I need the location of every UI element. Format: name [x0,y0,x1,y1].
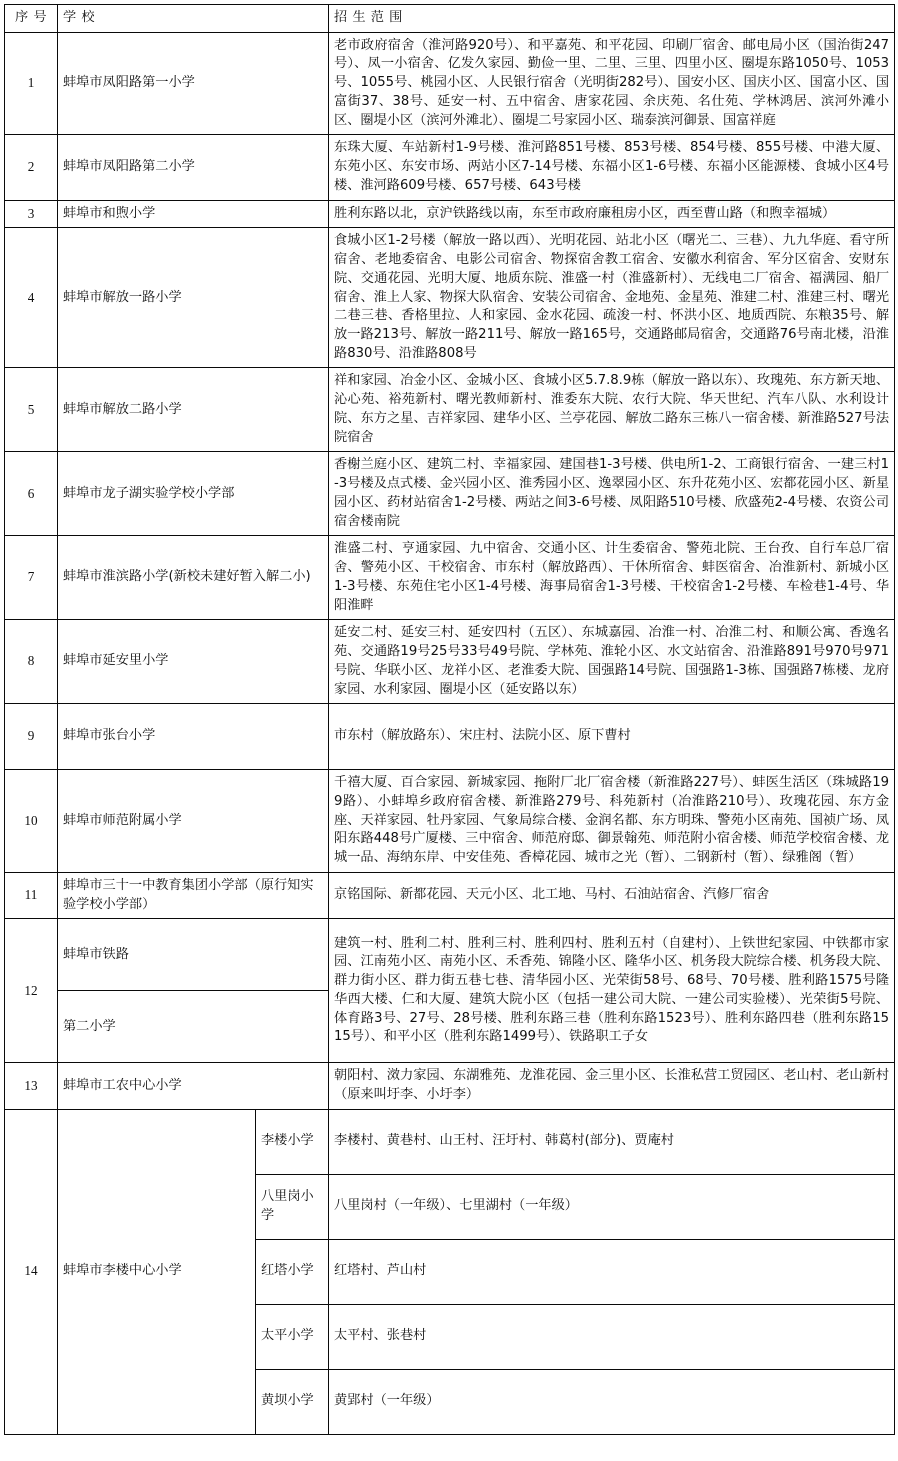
row-index: 5 [5,368,58,452]
school-name: 蚌埠市解放一路小学 [58,228,329,368]
row-index: 14 [5,1109,58,1434]
enrollment-range: 红塔村、芦山村 [329,1239,895,1304]
school-name: 蚌埠市李楼中心小学 [58,1109,256,1434]
school-name: 蚌埠市张台小学 [58,704,329,770]
table-row [5,200,895,228]
school-name: 蚌埠市三十一中教育集团小学部（原行知实验学校小学部） [58,872,329,918]
row-index: 8 [5,620,58,704]
enrollment-range: 东珠大厦、车站新村1-9号楼、淮河路851号楼、853号楼、854号楼、855号楼、中港大厦、东苑小区、东安市场、两站小区7-14号楼、东福小区1-6号楼、东福小区能源楼、食城小区4号楼、淮河路609号楼、657号楼、643号楼 [329,135,895,200]
row-index: 3 [5,200,58,228]
sub-school-name: 太平小学 [256,1304,329,1369]
row-index: 6 [5,452,58,536]
row-index: 11 [5,872,58,918]
enrollment-range: 建筑一村、胜利二村、胜利三村、胜利四村、胜利五村（自建村）、上铁世纪家园、中铁都市家园、江南苑小区、南苑小区、禾香苑、锦隆小区、隆华小区、机务段大院综合楼、机务段大院、群力街小区、群力街五巷七巷、清华园小区、光荣街58号、68号、70号楼、胜利路1575号隆华西大楼、仁和大厦、建筑大院小区（包括一建公司大院、一建公司实验楼）、光荣街5号院、体育路3号、27号、28号楼、胜利东路三巷（胜利东路1523号）、胜利东路四巷（胜利东路1515号）、和平小区（胜利东路1499号）、铁路职工子女 [329,919,895,1063]
row-index: 7 [5,536,58,620]
table-row [5,32,895,135]
row-index: 9 [5,704,58,770]
school-name: 蚌埠市工农中心小学 [58,1063,329,1109]
enrollment-range: 太平村、张巷村 [329,1304,895,1369]
enrollment-range: 老市政府宿舍（淮河路920号）、和平嘉苑、和平花园、印刷厂宿舍、邮电局小区（国治街247号）、凤一小宿舍、亿发久家园、勤俭一里、二里、三里、四里小区、圈堤东路1050号、1053号、1055号、桃园小区、人民银行宿舍（光明街282号）、国安小区、国庆小区、国富小区、国富街37、38号、延安一村、五中宿舍、唐家花园、余庆苑、名仕苑、学林鸿居、滨河外滩小区、圈堤小区（滨河外滩北）、圈堤二号家园小区、瑞泰滨河御景、国富祥庭 [329,32,895,135]
column-header-range: 招 生 范 围 [329,5,895,33]
table-row [5,135,895,200]
enrollment-range: 胜利东路以北，京沪铁路线以南，东至市政府廉租房小区，西至曹山路（和煦幸福城） [329,200,895,228]
enrollment-range: 八里岗村（一年级）、七里湖村（一年级） [329,1174,895,1239]
column-header-school: 学 校 [58,5,329,33]
table-row [5,872,895,918]
enrollment-range: 延安二村、延安三村、延安四村（五区）、东城嘉园、冶淮一村、冶淮二村、和顺公寓、香逸名苑、交通路19号25号33号49号院、学林苑、淮轮小区、水文站宿舍、沿淮路891号970号971号院、华联小区、龙祥小区、老淮委大院、国强路14号院、国强路1-3栋、国强路7栋楼、龙府家园、水利家园、圈堤小区（延安路以东） [329,620,895,704]
enrollment-range: 黄郢村（一年级） [329,1369,895,1434]
table-row [5,536,895,620]
table-row [5,368,895,452]
table-row [5,1063,895,1109]
table-body [5,32,895,1434]
enrollment-range: 香榭兰庭小区、建筑二村、幸福家园、建国巷1-3号楼、供电所1-2、工商银行宿舍、一建三村1-3号楼及点式楼、金兴园小区、淮秀园小区、逸翠园小区、东升花苑小区、宏都花园小区、新星园小区、药材站宿舍1-2号楼、两站之间3-6号楼、凤阳路510号楼、欣盛苑2-4号楼、农资公司宿舍楼南院 [329,452,895,536]
table-row [5,919,895,991]
sub-school-name: 红塔小学 [256,1239,329,1304]
school-name-line-1: 蚌埠市铁路 [58,919,329,991]
enrollment-range: 千禧大厦、百合家园、新城家园、拖附厂北厂宿舍楼（新淮路227号）、蚌医生活区（珠城路199路）、小蚌埠乡政府宿舍楼、新淮路279号、科苑新村（冶淮路210号）、玫瑰花园、东方金座、天祥家园、牡丹家园、气象局综合楼、金润名都、东方明珠、警苑小区南苑、国祯广场、凤阳东路448号广厦楼、三中宿舍、师范府邸、御景翰苑、师范附小宿舍楼、师范学校宿舍楼、龙城一品、海纳东岸、中安佳苑、香樟花园、城市之光（暂）、二钢新村（暂）、绿雅阁（暂） [329,770,895,873]
table-header [5,5,895,33]
school-name: 蚌埠市龙子湖实验学校小学部 [58,452,329,536]
row-index: 13 [5,1063,58,1109]
sub-school-name: 李楼小学 [256,1109,329,1174]
row-index: 4 [5,228,58,368]
school-name: 蚌埠市和煦小学 [58,200,329,228]
table-row [5,452,895,536]
school-name: 蚌埠市淮滨路小学(新校未建好暂入解二小) [58,536,329,620]
school-name: 蚌埠市凤阳路第二小学 [58,135,329,200]
enrollment-range: 朝阳村、滧力家园、东湖雅苑、龙淮花园、金三里小区、长淮私营工贸园区、老山村、老山新村（原来叫圩李、小圩李） [329,1063,895,1109]
enrollment-range: 市东村（解放路东）、宋庄村、法院小区、原下曹村 [329,704,895,770]
table-row [5,1109,895,1174]
enrollment-range: 祥和家园、冶金小区、金城小区、食城小区5.7.8.9栋（解放一路以东）、玫瑰苑、东方新天地、沁心苑、裕苑新村、曙光教师新村、淮委东大院、农行大院、华天世纪、汽车八队、水利设计院、东方之星、吉祥家园、建华小区、兰亭花园、解放二路东三栋八一宿舍楼、新淮路527号法院宿舍 [329,368,895,452]
table-row [5,704,895,770]
enrollment-range-table [4,4,895,1435]
table-row [5,228,895,368]
row-index: 10 [5,770,58,873]
enrollment-range: 京铭国际、新都花园、天元小区、北工地、马村、石油站宿舍、汽修厂宿舍 [329,872,895,918]
school-name: 蚌埠市凤阳路第一小学 [58,32,329,135]
sub-school-name: 黄坝小学 [256,1369,329,1434]
enrollment-range: 食城小区1-2号楼（解放一路以西）、光明花园、站北小区（曙光二、三巷）、九九华庭、看守所宿舍、老地委宿舍、电影公司宿舍、物探宿舍教工宿舍、安徽水利宿舍、军分区宿舍、安财东院、交通花园、光明大厦、地质东院、淮盛一村（淮盛新村）、无线电二厂宿舍、福满园、船厂宿舍、淮上人家、物探大队宿舍、安装公司宿舍、金地苑、金星苑、淮建二村、淮建三村、曙光二巷三巷、香格里拉、人和家园、金水花园、疏浚一村、怀洪小区、地质西院、东粮35号、解放一路213号、解放一路211号、解放一路165号，交通路邮局宿舍，交通路76号南北楼，沿淮路830号、沿淮路808号 [329,228,895,368]
row-index: 2 [5,135,58,200]
enrollment-range: 李楼村、黄巷村、山王村、汪圩村、韩葛村(部分)、贾庵村 [329,1109,895,1174]
sub-school-name: 八里岗小学 [256,1174,329,1239]
school-name: 蚌埠市延安里小学 [58,620,329,704]
column-header-index: 序 号 [5,5,58,33]
school-name: 蚌埠市解放二路小学 [58,368,329,452]
row-index: 12 [5,919,58,1063]
school-name: 蚌埠市师范附属小学 [58,770,329,873]
table-row [5,770,895,873]
row-index: 1 [5,32,58,135]
table-row [5,620,895,704]
enrollment-range: 淮盛二村、亨通家园、九中宿舍、交通小区、计生委宿舍、警苑北院、王台孜、自行车总厂宿舍、警苑小区、干校宿舍、市东村（解放路西）、干休所宿舍、蚌医宿舍、冶淮新村、新城小区1-3号楼、东苑住宅小区1-4号楼、海事局宿舍1-3号楼、干校宿舍1-2号楼、车检巷1-4号、华阳淮畔 [329,536,895,620]
school-name-line-2: 第二小学 [58,991,329,1063]
header-row [5,5,895,33]
